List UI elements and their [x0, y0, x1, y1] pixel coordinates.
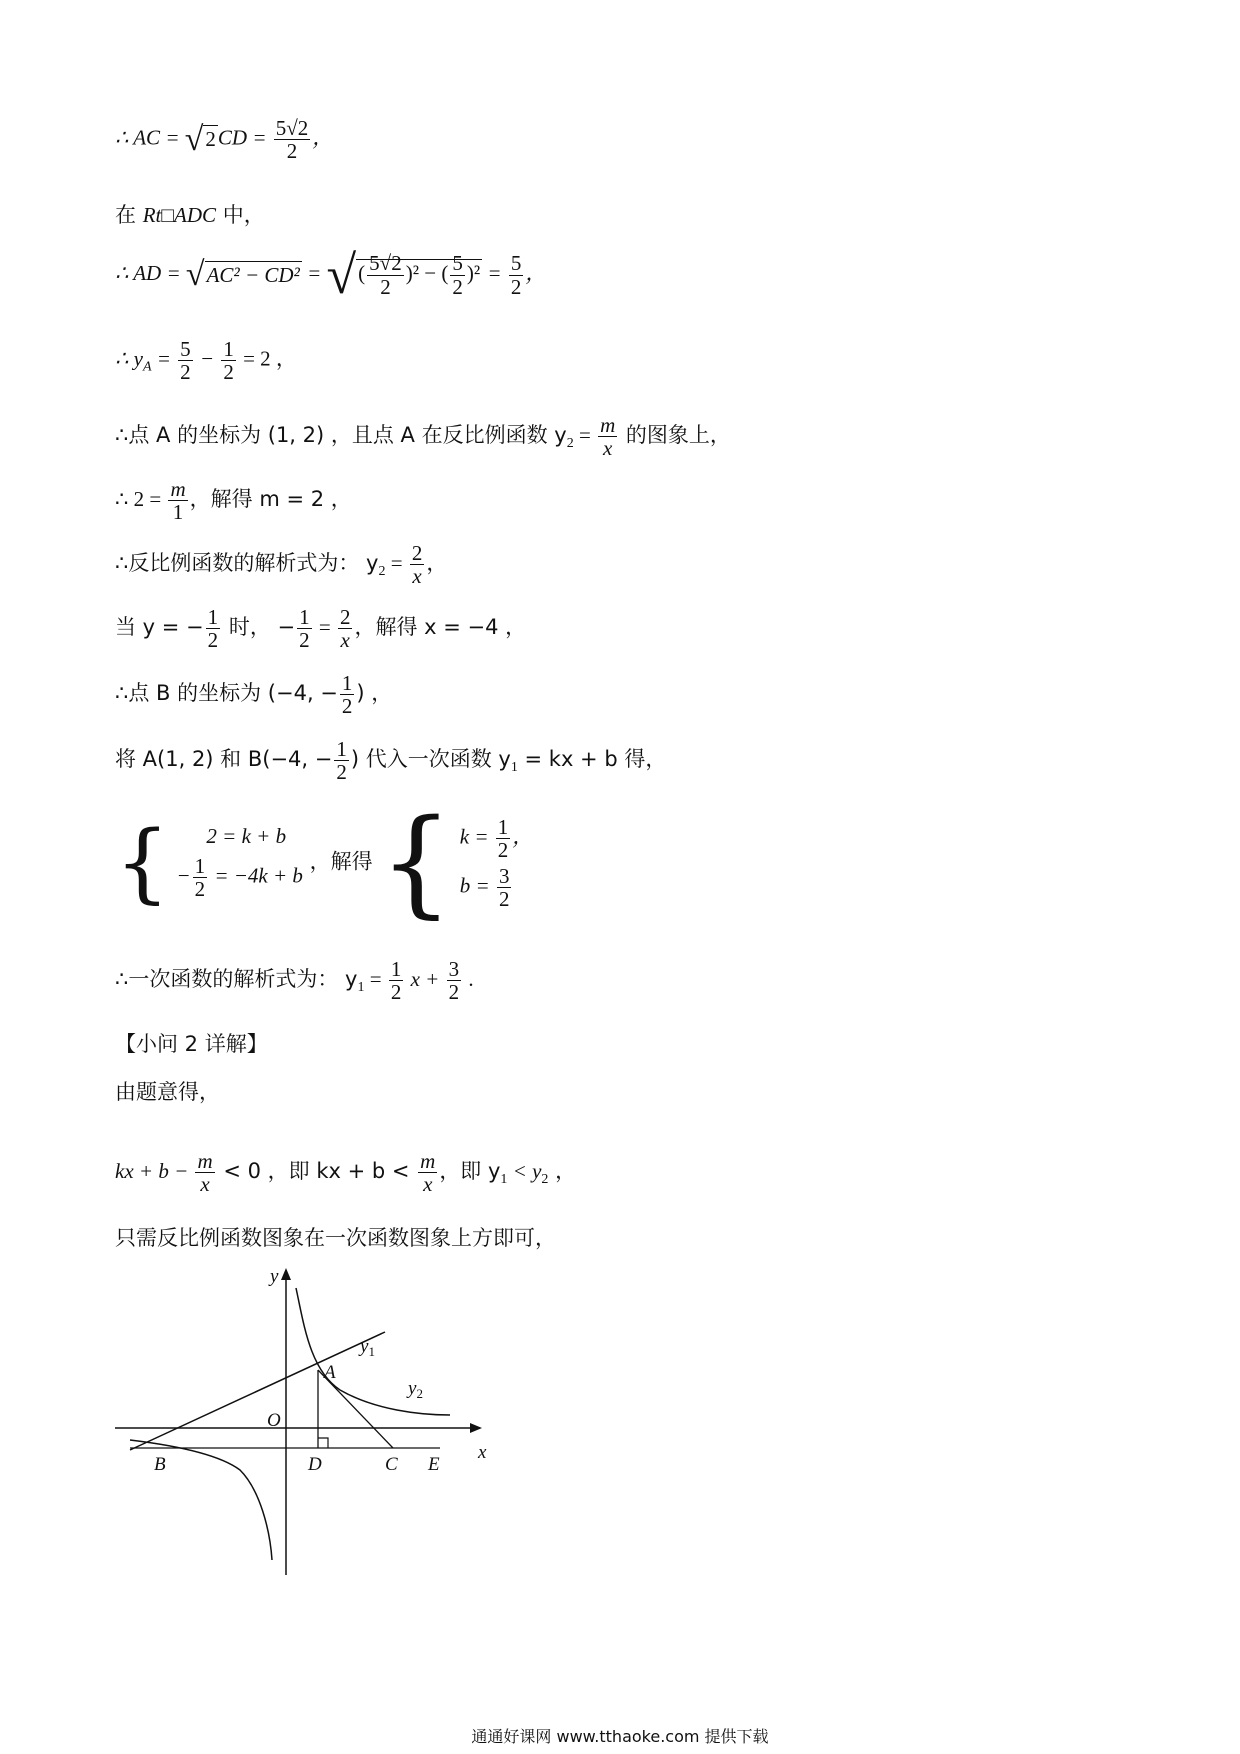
frac-den: x — [200, 1172, 210, 1197]
text: < 0 ，即 kx + b < — [216, 1159, 417, 1184]
frac-num: 3 — [498, 864, 510, 888]
text: )² − ( — [405, 260, 449, 285]
frac-num: 3 — [448, 957, 460, 981]
text: . — [463, 967, 474, 992]
system-left — [176, 823, 303, 901]
frac-num: m — [420, 1149, 436, 1173]
subscript: 1 — [510, 760, 518, 776]
frac-den: 2 — [223, 360, 234, 385]
text: = −4k + b — [209, 863, 303, 888]
frac-den: 2 — [286, 139, 298, 164]
left-brace-icon: { — [115, 813, 170, 913]
frac-num: 1 — [299, 605, 310, 629]
frac-den: 2 — [207, 628, 219, 653]
label-a: A — [324, 1362, 336, 1383]
text: = — [385, 551, 408, 576]
subscript: 2 — [566, 436, 574, 452]
frac-den: 2 — [510, 274, 522, 299]
frac-num: 1 — [207, 605, 219, 629]
inequality — [115, 1150, 576, 1195]
frac-den: 1 — [172, 500, 184, 525]
text: x + — [405, 967, 445, 992]
label-y2: $y_2$ — [408, 1378, 423, 1401]
text: 时， − — [222, 615, 296, 640]
frac-num: 5 — [510, 251, 522, 276]
subscript: 1 — [357, 980, 365, 996]
statement-linear-function — [115, 958, 474, 1003]
system-row: 2 = k + b — [206, 823, 287, 848]
text: ， — [525, 260, 547, 285]
statement-triangle — [115, 205, 265, 226]
text: CD = — [217, 125, 272, 150]
text: = — [151, 346, 177, 371]
text: 将 A(1, 2) 和 B(−4, − — [115, 747, 333, 772]
frac-den: 2 — [448, 980, 460, 1005]
text: ∴ 2 = — [115, 487, 167, 512]
frac-den: 2 — [180, 360, 191, 385]
label-b: B — [154, 1454, 166, 1475]
frac-den: 2 — [380, 274, 391, 299]
text: )² — [466, 260, 481, 285]
frac-den: x — [602, 436, 613, 461]
frac-den: 2 — [336, 760, 347, 785]
equation-system — [115, 795, 534, 930]
label-c: C — [385, 1454, 398, 1475]
text: ∴点 A 的坐标为 (1, 2) ，且点 A 在反比例函数 y — [115, 423, 567, 448]
frac-num: 2 — [339, 605, 351, 629]
text: = kx + b 得， — [517, 747, 667, 772]
line-y1 — [130, 1332, 385, 1450]
frac-num: 1 — [223, 337, 234, 361]
statement-point-b — [115, 672, 392, 717]
frac-num: m — [170, 477, 186, 501]
frac-den: 2 — [498, 887, 510, 912]
text: = — [301, 260, 327, 285]
left-brace-icon: { — [379, 795, 454, 930]
text: ∴ y — [115, 346, 143, 371]
text: 中， — [216, 203, 265, 227]
equation-solve-x — [115, 606, 526, 651]
subscript: 2 — [541, 1172, 549, 1188]
text: ) ， — [356, 681, 393, 706]
text: ，解得 x = −4 ， — [354, 615, 527, 640]
system-solution — [460, 816, 534, 910]
frac-num: 2 — [411, 541, 423, 565]
text: ， — [312, 125, 334, 150]
equation-ac: ∴ AC = √2CD = $\frac{5√2}{2}$ ， — [115, 116, 334, 164]
statement-substitute — [115, 738, 666, 783]
text: b = — [459, 873, 495, 898]
text: = — [313, 615, 336, 640]
radicand: 2 — [205, 127, 216, 152]
frac-num: m — [600, 413, 616, 437]
system-row — [460, 816, 534, 861]
frac-den: x — [423, 1172, 433, 1197]
equation-ad: ∴ AD = √AC² − CD² = √( $\frac{5√2}{2}$ )² − ( $\frac{5}{2}$ )² = $\frac{5}{2}$ ， — [115, 245, 547, 305]
right-angle-icon — [318, 1438, 328, 1448]
frac-num: 5√2 — [369, 251, 402, 276]
text: = — [364, 967, 387, 992]
text: = — [482, 260, 507, 285]
text: kx + b − — [115, 1159, 194, 1184]
text: ， — [426, 551, 448, 576]
statement-given: 由题意得， — [115, 1080, 220, 1104]
text: ，解得 — [309, 849, 373, 874]
text: k = — [459, 824, 494, 849]
subscript: 1 — [500, 1172, 508, 1188]
equation-ya — [115, 338, 297, 383]
text: ， — [512, 824, 534, 849]
statement-inverse-function — [115, 542, 447, 587]
text: − — [194, 346, 220, 371]
equation-m — [115, 478, 352, 523]
frac-den: x — [412, 564, 422, 589]
label-o: O — [267, 1410, 281, 1431]
frac-den: 2 — [497, 837, 509, 862]
system-row — [460, 865, 534, 910]
curve-y2-left — [130, 1440, 272, 1560]
label-x: x — [478, 1442, 487, 1463]
frac-num: 1 — [390, 957, 402, 981]
frac-num: 1 — [194, 853, 206, 878]
text: ) 代入一次函数 y — [350, 747, 511, 772]
frac-num: 1 — [336, 737, 347, 761]
frac-den: 2 — [341, 694, 353, 719]
x-axis-arrow-icon — [470, 1423, 482, 1433]
frac-num: 5 — [452, 251, 463, 276]
text: ∴一次函数的解析式为： y — [115, 967, 358, 992]
label-y1: $y_1$ — [360, 1336, 375, 1359]
text: Rt□ADC — [142, 203, 217, 227]
text: ∴ AC = — [115, 125, 185, 150]
frac-den: x — [340, 628, 350, 653]
text: ，即 y — [439, 1159, 501, 1184]
radicand: AC² − CD² — [206, 262, 300, 287]
text: < y — [507, 1159, 542, 1184]
function-graph-figure — [110, 1260, 510, 1580]
text: ∴ AD = — [115, 260, 186, 285]
frac-num: m — [197, 1149, 213, 1173]
frac-num: 1 — [341, 671, 353, 695]
section-heading: 【小问 2 详解】 — [115, 1032, 268, 1056]
text: ，解得 m = 2 ， — [189, 487, 352, 512]
frac-den: 2 — [390, 980, 402, 1005]
frac-den: 2 — [299, 628, 310, 653]
y-axis-arrow-icon — [281, 1268, 291, 1280]
subscript: A — [142, 359, 152, 375]
statement-conclusion: 只需反比例函数图象在一次函数图象上方即可， — [115, 1226, 556, 1250]
subscript: 2 — [378, 564, 386, 580]
text: 的图象上， — [619, 423, 731, 448]
frac-den: 2 — [452, 274, 463, 299]
text: 当 y = − — [115, 615, 204, 640]
text: ∴反比例函数的解析式为： y — [115, 551, 379, 576]
text: = 2 ， — [237, 346, 297, 371]
label-e: E — [428, 1454, 440, 1475]
text: − — [176, 863, 191, 888]
frac-num: 5 — [180, 337, 191, 361]
text: ∴点 B 的坐标为 (−4, − — [115, 681, 338, 706]
statement-point-a — [115, 414, 731, 459]
frac-num: 5√2 — [275, 116, 309, 140]
frac-num: 1 — [497, 814, 509, 839]
label-y: y — [270, 1266, 279, 1287]
frac-den: 2 — [194, 877, 206, 901]
text: ， — [548, 1159, 577, 1184]
footer-credit: 通通好课网 www.tthaoke.com 提供下载 — [471, 1727, 769, 1746]
text: = — [573, 423, 597, 448]
system-row — [176, 855, 303, 900]
label-d: D — [308, 1454, 322, 1475]
text: 在 — [115, 203, 143, 227]
